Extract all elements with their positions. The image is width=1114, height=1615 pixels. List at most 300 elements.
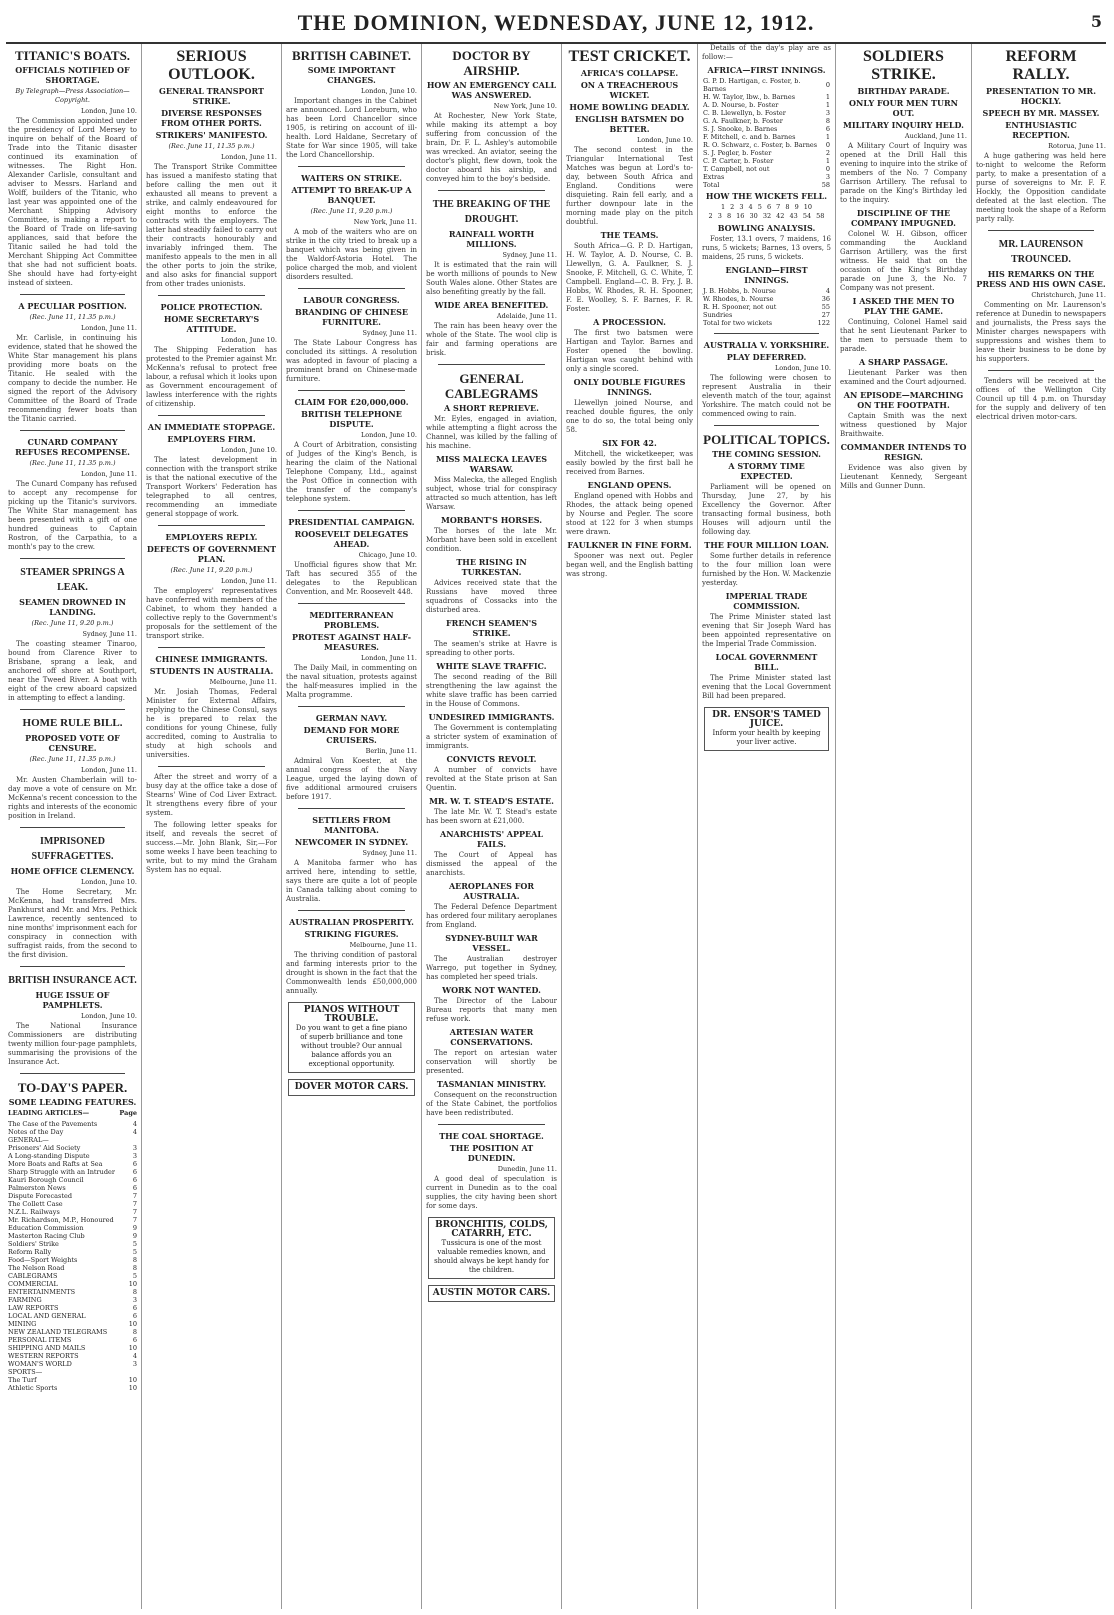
advertisement-letter: The following letter speaks for itself, and reveals the secret of success.—Mr. John Blank, Sir,—For some weeks I have been teaching to write, but to my mind the Graham System has no equal. [146,821,277,874]
index-item-label: A Long-standing Dispute [8,1152,90,1160]
article-body: A Court of Arbitration, consisting of Judges of the King's Bench, is hearing the claim of the National Telephone Company, Ltd., against the Post Office in connection with the transfer of the company's telephone system. [286,441,417,503]
wickets-title: HOW THE WICKETS FELL. [705,191,828,201]
article-body: The coasting steamer Tinaroo, bound from Clarence River to Brisbane, sprang a leak, and anchored off shore at Southport, near the Tweed River. A boat with eight of the crew aboard capsized in attempting to effect a landing. [8,640,137,702]
subhead: THE POSITION AT DUNEDIN. [449,1143,534,1163]
runs: 1 [825,157,830,165]
index-item-page: 4 [132,1128,137,1136]
batsman: S. J. Pegler, b. Foster [703,149,772,157]
divider [298,910,405,911]
index-item-page: 5 [132,1248,137,1256]
dateline: Christchurch, June 11. [1031,291,1106,299]
index-item [8,1360,137,1368]
total-label: Total for two wickets [703,319,773,327]
index-item-page: 4 [132,1352,137,1360]
runs: 4 [825,287,830,295]
headline-cablegrams: GENERAL CABLEGRAMS [444,371,539,401]
cablegram-body: Consequent on the reconstruction of the State Cabinet, the portfolios have been redistributed. [426,1091,557,1117]
batsman: S. J. Snooke, b. Barnes [703,125,778,133]
divider [714,425,819,426]
batsman: Sundries [703,311,733,319]
index-item-label: Dispute Forecasted [8,1192,72,1200]
article-body: The latest development in connection with the transport strike is that the national executive of the Transport Workers' Federation has telegraphed to all centres, recommending an immediate general stoppage of work. [146,456,277,518]
cablegram-body: A number of convicts have revolted at the State prison at San Quentin. [426,766,557,792]
index-item-page: 4 [132,1120,137,1128]
index-item-page: 3 [132,1360,137,1368]
runs: 8 [825,117,830,125]
divider [988,370,1094,371]
column-4 [422,44,562,1609]
subhead: ON A TREACHEROUS WICKET. [580,80,679,100]
divider [298,166,405,167]
index-item-page: 10 [128,1384,137,1392]
headline-stoppage: AN IMMEDIATE STOPPAGE. [147,422,276,432]
section-head: SIX FOR 42. [602,438,657,448]
features-index [8,1120,137,1392]
subhead: STRIKERS' MANIFESTO. [155,130,268,140]
index-item [8,1144,137,1152]
index-item [8,1232,137,1240]
cablegram-title: AEROPLANES FOR AUSTRALIA. [448,881,535,901]
divider [158,415,265,416]
divider [20,430,125,431]
received-time: (Rec. June 11, 9.20 p.m.) [310,207,393,215]
index-item [8,1368,137,1376]
index-item-label: FARMING [8,1296,42,1304]
article-body: Captain Smith was the next witness questioned by Major Braithwaite. [840,412,967,438]
index-item-page: 3 [132,1296,137,1304]
index-item [8,1352,137,1360]
index-item [8,1296,137,1304]
article-body: Parliament will be opened on Thursday, June 27, by his Excellency the Governor. After transacting formal business, both Houses will adjourn until the following day. [702,483,831,536]
index-item [8,1256,137,1264]
article-body: The employers' representatives have conferred with members of the Cabinet, to whom they handed a collective reply to the Government's proposals for the settlement of the transport strike. [146,587,277,640]
article-body: Some further details in reference to the four million loan were furnished by the Hon. W. Mackenzie yesterday. [702,552,831,587]
headline-mediterranean: MEDITERRANEAN PROBLEMS. [309,610,394,630]
divider [298,603,405,604]
article-body: The Transport Strike Committee has issued a manifesto stating that before calling the men out it exhausted all means to prevent a strike, and calmly endeavoured for eight months to enforce the contracts with the employers. The latter had steadily failed to carry out their contracts honourably and invariably infringed them. The manifesto appeals to the men in all the other ports to join the strike, and also asks for financial support from other trades unionists. [146,163,277,288]
subhead: A STORMY TIME EXPECTED. [728,461,805,481]
section-head: THE FOUR MILLION LOAN. [704,540,829,550]
index-item [8,1264,137,1272]
index-item-label: SHIPPING AND MAILS [8,1344,86,1352]
index-item [8,1328,137,1336]
headline-political: POLITICAL TOPICS. [703,432,830,447]
index-item-page: 7 [132,1192,137,1200]
score-row [702,303,831,311]
index-item-page: 6 [132,1304,137,1312]
article-body: Spooner was next out. Pegler began well, and the English batting was strong. [566,552,693,578]
headline-presidential: PRESIDENTIAL CAMPAIGN. [288,517,415,527]
dateline: London, June 10. [636,136,693,144]
cablegram-title: TASMANIAN MINISTRY. [436,1079,547,1089]
article-body: The Daily Mail, in commenting on the naval situation, protests against the half-measures implied in the Malta programme. [286,664,417,699]
subhead: HOW AN EMERGENCY CALL WAS ANSWERED. [426,80,557,100]
divider [158,525,265,526]
column-2 [142,44,282,1609]
dateline: Sydney, June 11. [82,630,137,638]
batsman: H. W. Taylor, lbw., b. Barnes [703,93,796,101]
dateline: Melbourne, June 11. [349,941,417,949]
article-body: Commenting on Mr. Laurenson's reference at Dunedin to newspapers and journalists, the Press says the Minister charges newspapers with suppressions and wishes them to leave their business to be done by his supporters. [976,301,1106,363]
index-item-page: 9 [132,1224,137,1232]
index-item-label: SPORTS— [8,1368,43,1376]
headline-cunard: CUNARD COMPANY REFUSES RECOMPENSE. [15,437,130,457]
index-item [8,1208,137,1216]
headline-chinese: CHINESE IMMIGRANTS. [155,654,268,664]
column-8 [972,44,1110,1609]
subhead: PLAY DEFERRED. [726,352,807,362]
index-item [8,1336,137,1344]
divider [20,966,125,967]
headline-labour: LABOUR CONGRESS. [303,295,400,305]
index-item [8,1376,137,1384]
byline: By Telegraph—Press Association—Copyright. [15,87,130,104]
cablegram-title: MORBANT'S HORSES. [440,515,543,525]
article-body: South Africa—G. P. D. Hartigan, H. W. Taylor, A. D. Nourse, C. B. Llewellyn, G. A. Faulkner, S. J. Snooke, F. Mitchell, G. C. White, T. Campbell. England—C. B. Fry, J. B. Hobbs, W. Rhodes, R. H. Spooner, F. E. Woolley, S. F. Barnes, F. R. Foster. [566,242,693,313]
ad-headline: BRONCHITIS, COLDS, CATARRH, ETC. [435,1220,548,1239]
dateline: London, June 11. [220,577,277,585]
index-item-page: 6 [132,1336,137,1344]
article-body: England opened with Hobbs and Rhodes, the attack being opened by Nourse and Pegler. The score stood at 122 for 3 when stumps were drawn. [566,492,693,536]
total-label: Total [703,181,720,189]
subhead: WIDE AREA BENEFITED. [434,300,549,310]
index-item-page: 6 [132,1176,137,1184]
subhead-insurance: HUGE ISSUE OF PAMPHLETS. [35,990,110,1010]
article-body: Evidence was also given by Lieutenant Kennedy, Sergeant Mills and Gunner Dunn. [840,464,967,490]
index-item [8,1184,137,1192]
column-7 [836,44,972,1609]
headline-airship: DOCTOR BY AIRSHIP. [452,48,531,78]
cablegram-list [426,403,557,1118]
runs: 0 [825,165,830,173]
article-body: The Prime Minister stated last evening that the Local Government Bill had been prepared. [702,674,831,700]
cablegram-title: ARTESIAN WATER CONSERVATIONS. [449,1027,534,1047]
article-body: It is estimated that the rain will be worth millions of pounds to New South Wales alone. Other States are also benefiting greatly by the fall. [426,261,557,296]
index-item-label: Palmerston News [8,1184,66,1192]
dateline: London, June 11. [360,654,417,662]
subhead-todays-paper: SOME LEADING FEATURES. [8,1097,137,1107]
headline-coal: THE COAL SHORTAGE. [439,1131,544,1141]
index-item [8,1240,137,1248]
index-item [8,1128,137,1136]
advertisement [288,1079,415,1096]
article-body: The Cunard Company has refused to accept any recompense for picking up the Titanic's survivors. The White Star management has been presented with a gift of one hundred guineas to Captain Rostron, of the Carpathia, to a month's pay to the crew. [8,480,137,551]
section-head: ONLY DOUBLE FIGURES INNINGS. [573,377,686,397]
headline-test-cricket: TEST CRICKET. [568,48,691,65]
article-body: The rain has been heavy over the whole of the State. The wool clip is fair and farming operations are brisk. [426,322,557,357]
dateline: Berlin, June 11. [365,747,417,755]
index-item-label: WOMAN'S WORLD [8,1360,72,1368]
index-item [8,1304,137,1312]
subhead: ENGLISH BATSMEN DO BETTER. [575,114,684,134]
dateline: Auckland, June 11. [904,132,967,140]
runs: 1 [825,133,830,141]
received-time: (Rec. June 11, 11.35 p.m.) [168,142,255,150]
article-body: The National Insurance Commissioners are distributing twenty million four-page pamphlets, summarising the provisions of the Insurance Act. [8,1022,137,1066]
index-item [8,1136,137,1144]
cablegram-title: SYDNEY-BUILT WAR VESSEL. [445,933,538,953]
article-body: Unofficial figures show that Mr. Taft has secured 355 of the delegates to the Republican Convention, and Mr. Roosevelt 448. [286,561,417,596]
article-body: Lieutenant Parker was then examined and the Court adjourned. [840,369,967,386]
cablegram-body: Mr. Eyles, engaged in aviation, while attempting a flight across the Channel, was killed by the falling of his machine. [426,415,557,450]
headline-yorkshire: AUSTRALIA V. YORKSHIRE. [703,340,830,350]
cablegram-title: CONVICTS REVOLT. [446,754,537,764]
section-head: A PROCESSION. [593,317,666,327]
index-item-page: 9 [132,1232,137,1240]
wickets-row: 2 3 8 16 30 32 42 43 54 58 [708,212,825,220]
index-item [8,1224,137,1232]
received-time: (Rec. June 11, 9.20 p.m.) [170,566,253,574]
divider [438,364,545,365]
index-item-label: N.Z.L. Railways [8,1208,60,1216]
cablegram-body: The Director of the Labour Bureau reports that many men refuse work. [426,997,557,1023]
batsman: F. Mitchell, c. and b. Barnes [703,133,796,141]
divider [20,709,125,710]
runs: 3 [825,173,830,181]
index-item [8,1248,137,1256]
innings-title: ENGLAND—FIRST INNINGS. [725,265,808,285]
index-item-page: 5 [132,1272,137,1280]
dateline: Sydney, June 11. [362,329,417,337]
headline-peculiar: A PECULIAR POSITION. [18,301,127,311]
index-item-label: The Nelson Road [8,1264,65,1272]
index-item-page: 7 [132,1208,137,1216]
subhead: BRANDING OF CHINESE FURNITURE. [295,307,408,327]
article-body: The first two batsmen were Hartigan and Taylor. Barnes and Foster opened the bowling. Hartigan was caught behind with only a single scored. [566,329,693,373]
advertisement [428,1217,555,1279]
cablegram-body: The Court of Appeal has dismissed the appeal of the anarchists. [426,851,557,877]
section-head: THE TEAMS. [600,230,659,240]
batsman: A. D. Nourse, b. Foster [703,101,779,109]
dateline: London, June 11. [220,153,277,161]
subhead: PROTEST AGAINST HALF-MEASURES. [291,632,412,652]
article-body: The Shipping Federation has protested to the Premier against Mr. McKenna's refusal to protect free labour, a refusal which it looks upon as Government encouragement of lawless interference with the rights of citizenship. [146,346,277,408]
subhead: THE COMING SESSION. [712,449,821,459]
subhead: STRIKING FIGURES. [304,929,399,939]
index-item-page: 10 [128,1376,137,1384]
headline-home-rule: HOME RULE BILL. [22,717,123,729]
index-item-label: NEW ZEALAND TELEGRAMS [8,1328,108,1336]
wickets-row: 1 2 3 4 5 6 7 8 9 10 [720,203,813,211]
subhead: GENERAL TRANSPORT STRIKE. [159,86,264,106]
article-body: A mob of the waiters who are on strike in the city tried to break up a banquet which was being given in the Waldorf-Astoria Hotel. The police charged the mob, and violent disorders resulted. [286,228,417,281]
headline-claim: CLAIM FOR £20,000,000. [294,397,409,407]
batsman: G. P. D. Hartigan, c. Foster, b. Barnes [703,77,801,93]
index-item-page: 8 [132,1328,137,1336]
dateline: London, June 10. [80,107,137,115]
cablegram-body: The Federal Defence Department has ordered four military aeroplanes from England. [426,903,557,929]
cablegram-body: The report on artesian water conservation will shortly be presented. [426,1049,557,1075]
article-body: The Commission appointed under the presidency of Lord Mersey to inquire on behalf of the Board of Trade into the Titanic disaster continued its examination of witnesses. The Right Hon. Alexander Carlisle, consultant and adviser to Messrs. Harland and Wolff, builders of the Titanic, who last year was appointed one of the Merchant Shipping Advisory Committee, is making a report to the Board of Trade on life-saving appliances, said that before the Titanic sailed he had told the Merchant Shipping Act Committee that she had not sufficient boats. She should have had forty-eight instead of sixteen. [8,117,137,287]
score-row [702,125,831,133]
score-row [702,109,831,117]
subhead: EMPLOYERS FIRM. [167,434,256,444]
cablegram-title: UNDESIRED IMMIGRANTS. [428,712,555,722]
score-row [702,77,831,93]
index-item-page: 3 [132,1144,137,1152]
dateline: London, June 10. [774,364,831,372]
index-item-label: The Turf [8,1376,37,1384]
section-head: DISCIPLINE OF THE COMPANY IMPUGNED. [851,208,956,228]
subhead: ENTHUSIASTIC RECEPTION. [1005,120,1077,140]
cablegram-title: MR. W. T. STEAD'S ESTATE. [429,796,554,806]
received-time: (Rec. June 11, 9.20 p.m.) [31,619,114,627]
cablegram-body: The seamen's strike at Havre is spreading to other ports. [426,640,557,657]
score-row [702,311,831,319]
page-label: Page [119,1109,137,1117]
divider [298,288,405,289]
index-item-page: 3 [132,1152,137,1160]
index-item [8,1160,137,1168]
score-row [702,287,831,295]
index-item [8,1280,137,1288]
article-body: Continuing, Colonel Hamel said that he sent Lieutenant Parker to the men to persuade them to parade. [840,318,967,353]
advertisement [288,1002,415,1073]
headline-settlers: SETTLERS FROM MANITOBA. [312,815,391,835]
index-item-label: Soldiers' Strike [8,1240,59,1248]
masthead [6,6,1106,44]
subhead: BIRTHDAY PARADE. [857,86,950,96]
score-row [702,295,831,303]
article-body: The Home Secretary, Mr. McKenna, had transferred Mrs. Pankhurst and Mr. and Mrs. Pethick Lawrence, recently sentenced to nine months' imprisonment each for conspiracy in connection with suffragist raids, from the second to the first division. [8,888,137,959]
article-body: Llewellyn joined Nourse, and reached double figures, the only one to do so, the total being only 58. [566,399,693,434]
article-body: Important changes in the Cabinet are announced. Lord Loreburn, who has been Lord Chancellor since 1905, is retiring on account of ill-health. Lord Haldane, Secretary of State for War since 1905, will take the Lord Chancellorship. [286,97,417,159]
subhead-titanic: OFFICIALS NOTIFIED OF SHORTAGE. [15,65,130,85]
subhead: ROOSEVELT DELEGATES AHEAD. [294,529,409,549]
dateline: New York, June 11. [353,218,417,226]
article-body: A Manitoba farmer who has arrived here, intending to settle, says there are quite a lot of people in Canada talking about coming to Australia. [286,859,417,903]
article-body: A Military Court of Inquiry was opened at the Drill Hall this evening to inquire into the strike of members of the No. 7 Company Garrison Artillery. The refusal to parade on the King's Birthday led to the inquiry. [840,142,967,204]
column-3 [282,44,422,1609]
subhead: ATTEMPT TO BREAK-UP A BANQUET. [291,185,412,205]
africa-scorecard [702,77,831,181]
runs: 0 [825,81,830,89]
index-item [8,1192,137,1200]
batsman: R. H. Spooner, not out [703,303,777,311]
index-item [8,1320,137,1328]
index-item [8,1200,137,1208]
headline-titanic: TITANIC'S BOATS. [14,48,131,63]
ad-headline: AUSTIN MOTOR CARS. [432,1288,551,1298]
received-time: (Rec. June 11, 11.35 p.m.) [29,755,116,763]
ad-body: Do you want to get a fine piano of superb brilliance and tone without trouble? Our annual balance affords you an exceptional opportunity. [295,1024,408,1068]
index-item-label: The Collett Case [8,1200,63,1208]
article-body: Colonel W. H. Gibson, officer commanding the Auckland Garrison Artillery, was the first witness. He said that on the occasion of the King's Birthday parade on June 3, the No. 7 Company was not present. [840,230,967,292]
index-item [8,1272,137,1280]
index-item-label: MINING [8,1320,37,1328]
index-item-label: GENERAL— [8,1136,49,1144]
index-item [8,1168,137,1176]
cablegram-body: The Australian destroyer Warrego, put together in Sydney, has completed her speed trials. [426,955,557,981]
subhead: SOME IMPORTANT CHANGES. [307,65,396,85]
index-label: LEADING ARTICLES— [8,1109,90,1117]
subhead: HOME SECRETARY'S ATTITUDE. [163,314,260,334]
cablegram-title: WHITE SLAVE TRAFFIC. [436,661,547,671]
subhead: DIVERSE RESPONSES FROM OTHER PORTS. [161,108,262,128]
score-row [702,133,831,141]
cablegram-title: A SHORT REPRIEVE. [444,403,539,413]
index-item-page: 5 [132,1240,137,1248]
total-runs: 58 [821,181,830,189]
headline-suffragettes: IMPRISONED SUFFRAGETTES. [31,836,114,862]
divider [298,390,405,391]
index-item [8,1176,137,1184]
dateline: London, June 10. [80,1012,137,1020]
subhead: ONLY FOUR MEN TURN OUT. [849,98,958,118]
ad-headline: PIANOS WITHOUT TROUBLE. [303,1005,400,1024]
batsman: R. O. Schwarz, c. Foster, b. Barnes [703,141,818,149]
index-item-page: 6 [132,1160,137,1168]
dateline: Chicago, June 10. [358,551,417,559]
runs: 6 [825,125,830,133]
headline-prosperity: AUSTRALIAN PROSPERITY. [289,917,414,927]
dateline: London, June 10. [220,446,277,454]
index-item-label: Notes of the Day [8,1128,64,1136]
index-item-label: CABLEGRAMS [8,1272,58,1280]
runs: 3 [825,109,830,117]
article-body: Mr. Carlisle, in continuing his evidence, stated that he showed the White Star management his plans providing more boats on the Titanic. He sealed with the company to decide the number. He signed the report of the Advisory Committee of the Board of Trade recommending fewer boats than the Titanic carried. [8,334,137,423]
index-item-page: 7 [132,1216,137,1224]
advertisement-text: After the street and worry of a busy day at the office take a dose of Stearns' Wine of Cod Liver Extract. It strengthens every fibre of your system. [146,773,277,817]
index-item-label: More Boats and Rafts at Sea [8,1160,103,1168]
index-item [8,1288,137,1296]
divider [158,295,265,296]
tenders-notice: Tenders will be received at the offices of the Wellington City Council up till 4 p.m. on Thursday for the supply and delivery of ten electrical driven motor-cars. [976,377,1106,421]
index-item-page: 7 [132,1200,137,1208]
subhead: HOME BOWLING DEADLY. [569,102,690,112]
divider [20,294,125,295]
headline-soldiers-strike: SOLDIERS STRIKE. [863,48,944,83]
divider [20,827,125,828]
index-header [8,1109,137,1118]
divider [20,558,125,559]
headline-serious-outlook: SERIOUS OUTLOOK. [168,48,255,83]
dateline: Adelaide, June 11. [496,312,557,320]
cablegram-title: MISS MALECKA LEAVES WARSAW. [436,454,547,474]
advertisement [428,1285,555,1302]
ad-body: Inform your health by keeping your liver active. [712,729,821,746]
index-item-label: LAW REPORTS [8,1304,59,1312]
subhead: STUDENTS IN AUSTRALIA. [149,666,274,676]
cablegram-body: Advices received state that the Russians have moved three squadrons of Cossacks into the disturbed area. [426,579,557,614]
dateline: Melbourne, June 11. [209,678,277,686]
runs: 27 [821,311,830,319]
subhead-steamer: SEAMEN DROWNED IN LANDING. [19,597,126,617]
divider [158,647,265,648]
index-item [8,1384,137,1392]
runs: 1 [825,93,830,101]
batsman: Extras [703,173,725,181]
headline-employers: EMPLOYERS REPLY. [165,532,258,542]
subhead: AFRICA'S COLLAPSE. [580,68,679,78]
dateline: Rotorua, June 11. [1048,142,1106,150]
headline-drought: THE BREAKING OF THE DROUGHT. [432,199,551,225]
cablegram-title: ANARCHISTS' APPEAL FAILS. [440,829,543,849]
index-item-page: 8 [132,1264,137,1272]
subhead: NEWCOMER IN SYDNEY. [294,837,409,847]
index-item-label: Prisoners' Aid Society [8,1144,81,1152]
dateline: Sydney, June 11. [502,251,557,259]
index-item-label: LOCAL AND GENERAL [8,1312,86,1320]
section-head: FAULKNER IN FINE FORM. [567,540,692,550]
index-item-page: 8 [132,1288,137,1296]
advertisement [704,707,829,751]
score-row [702,165,831,173]
dateline: London, June 11. [80,470,137,478]
bowling-title: BOWLING ANALYSIS. [717,223,816,233]
subhead: PRESENTATION TO MR. HOCKLY. [986,86,1096,106]
subhead-suffragettes: HOME OFFICE CLEMENCY. [10,866,135,876]
